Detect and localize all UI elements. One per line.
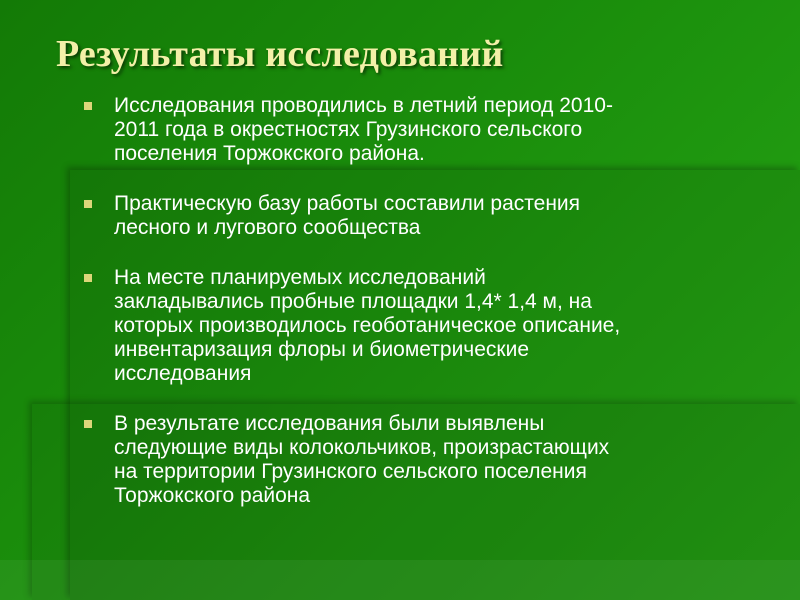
bullet-text: В результате исследования были выявлены следующие виды колокольчиков, произрастающих на территории Грузинского сельского поселения Торжокского района [114, 412, 610, 507]
bullet-square-icon [84, 102, 92, 110]
bullet-square-icon [84, 274, 92, 282]
bullet-item [84, 192, 774, 240]
bullet-square-icon [84, 420, 92, 428]
background-strip [0, 560, 800, 600]
slide-title: Результаты исследований [56, 33, 504, 75]
bullet-text: Практическую базу работы составили растения лесного и лугового сообщества [114, 192, 581, 239]
bullet-item [84, 94, 774, 166]
bullet-list [84, 94, 774, 534]
bullet-item [84, 412, 774, 508]
bullet-item [84, 266, 774, 386]
bullet-text: Исследования проводились в летний период 2010- 2011 года в окрестностях Грузинского сельского поселения Торжокского района. [114, 94, 613, 165]
bullet-text: На месте планируемых исследований закладывались пробные площадки 1,4* 1,4 м, на которых производилось геоботаническое описание, инвентаризация флоры и биометрические исследования [114, 266, 621, 385]
bullet-square-icon [84, 200, 92, 208]
